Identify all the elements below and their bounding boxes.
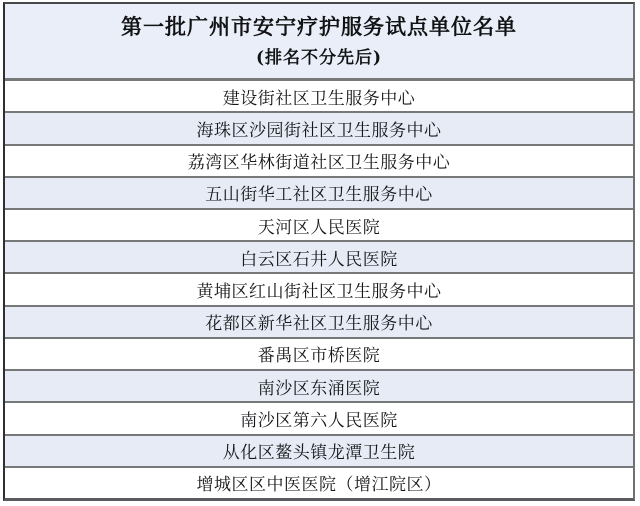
table-header: [5, 4, 633, 81]
table-row: 花都区新华社区卫生服务中心: [5, 305, 633, 337]
table-row: 从化区鳌头镇龙潭卫生院: [5, 434, 633, 466]
table-row: 天河区人民医院: [5, 208, 633, 240]
table-subtitle: (排名不分先后): [255, 47, 383, 68]
table-row: 海珠区沙园街社区卫生服务中心: [5, 111, 633, 143]
pilot-units-table: [3, 2, 635, 501]
table-row: 黄埔区红山街社区卫生服务中心: [5, 272, 633, 304]
table-row: 番禺区市桥医院: [5, 337, 633, 369]
table-row: 荔湾区华林街道社区卫生服务中心: [5, 144, 633, 176]
table-row: 增城区区中医医院（增江院区）: [5, 466, 633, 498]
table-row: 白云区石井人民医院: [5, 240, 633, 272]
table-row: 建设街社区卫生服务中心: [5, 81, 633, 111]
table-title: 第一批广州市安宁疗护服务试点单位名单: [121, 14, 517, 39]
table-body: [5, 81, 633, 498]
table-row: 五山街华工社区卫生服务中心: [5, 176, 633, 208]
table-row: 南沙区第六人民医院: [5, 401, 633, 433]
table-row: 南沙区东涌医院: [5, 369, 633, 401]
